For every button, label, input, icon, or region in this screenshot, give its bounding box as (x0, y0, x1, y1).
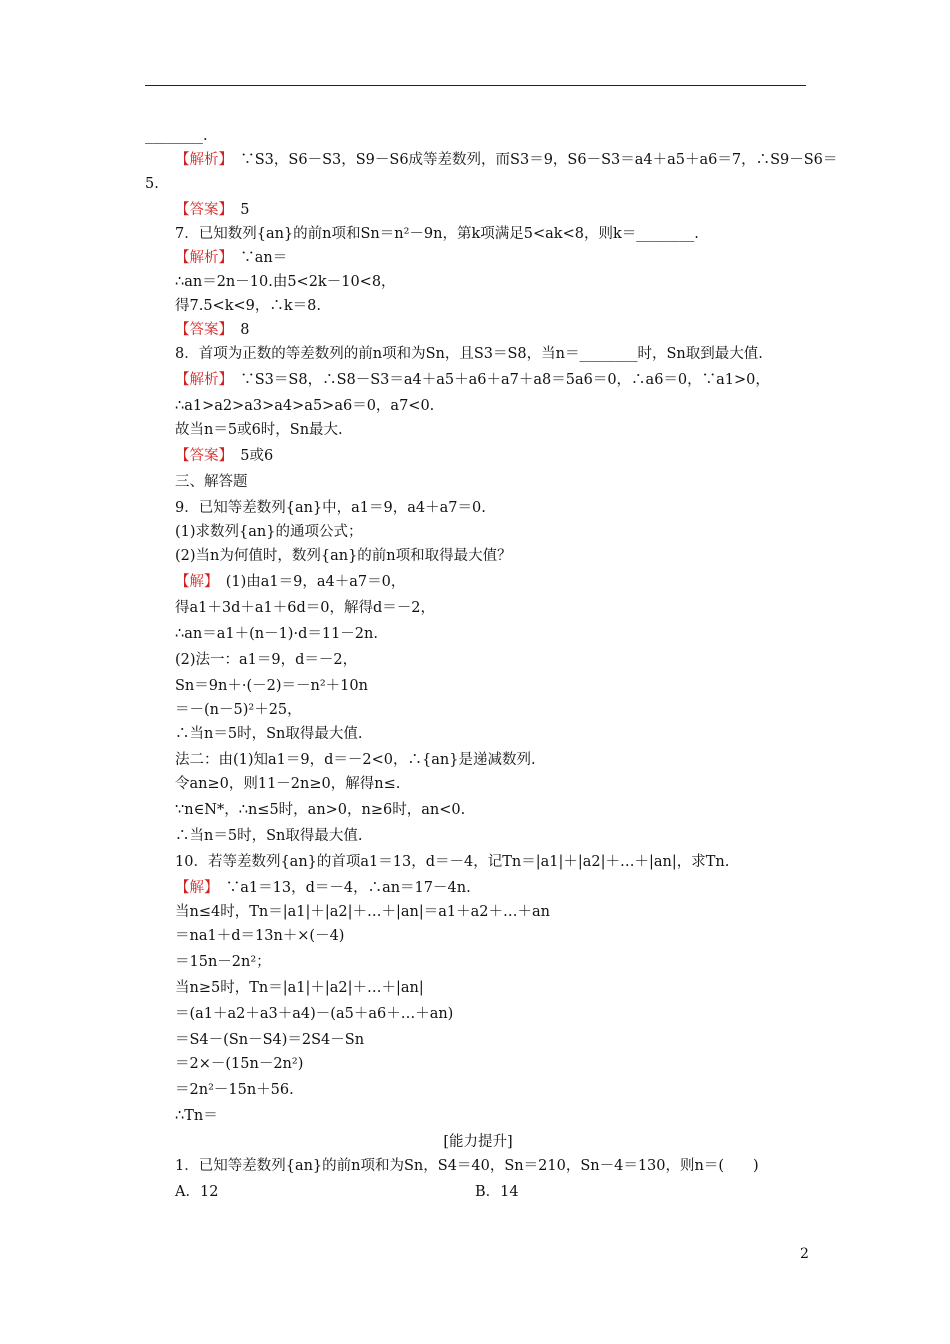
text-line (175, 320, 249, 340)
line-text: 5. (145, 176, 159, 192)
text-line (175, 826, 362, 846)
text-line (175, 1182, 218, 1202)
line-text: ＝2×－(15n－2n²) (175, 1056, 304, 1072)
line-text: 当n≥5时，Tn＝|a1|＋|a2|＋…＋|an| (175, 980, 424, 996)
text-line (175, 296, 321, 316)
line-text: 8 (225, 322, 250, 338)
text-line (175, 1030, 364, 1050)
line-text: ＝S4－(Sn－S4)＝2S4－Sn (175, 1032, 365, 1048)
text-line (175, 472, 248, 492)
text-line (175, 498, 486, 518)
text-line (175, 978, 424, 998)
line-text: (2)法一：a1＝9，d＝－2， (175, 652, 358, 668)
line-text: 得7.5<k<9，∴k＝8. (175, 298, 321, 314)
text-line (175, 224, 699, 244)
line-text: ＝2n²－15n＋56. (175, 1082, 294, 1098)
answer-tag: 【解】 (175, 880, 212, 896)
line-text: 令an≥0，则11－2n≥0，解得n≤. (175, 776, 401, 792)
line-text: (1)由a1＝9，a4＋a7＝0， (211, 574, 406, 590)
text-line (175, 522, 362, 542)
text-line (175, 572, 405, 592)
text-line (175, 852, 729, 872)
line-text: [能力提升] (443, 1134, 513, 1150)
line-text: 法二：由(1)知a1＝9，d＝－2<0，∴{an}是递减数列. (175, 752, 536, 768)
answer-tag: 【解析】 (175, 250, 226, 266)
line-text: ＝(a1＋a2＋a3＋a4)－(a5＋a6＋…＋an) (175, 1006, 454, 1022)
text-line (175, 370, 770, 390)
line-text: 当n≤4时，Tn＝|a1|＋|a2|＋…＋|an|＝a1＋a2＋…＋an (175, 904, 550, 920)
line-text: ∵S3＝S8，∴S8－S3＝a4＋a5＋a6＋a7＋a8＝5a6＝0，∴a6＝0，∵a1>0， (225, 372, 770, 388)
text-line (175, 1054, 303, 1074)
answer-tag: 【解析】 (175, 152, 226, 168)
line-text: 7．已知数列{an}的前n项和Sn＝n²－9n，第k项满足5<ak<8，则k＝________. (175, 226, 699, 242)
line-text: 8．首项为正数的等差数列的前n项和为Sn，且S3＝S8，当n＝________时，Sn取到最大值. (175, 346, 763, 362)
text-line (175, 624, 378, 644)
line-text: ∴a1>a2>a3>a4>a5>a6＝0，a7<0. (175, 398, 435, 414)
line-text: 故当n＝5或6时，Sn最大. (175, 422, 343, 438)
line-text: B．14 (475, 1184, 519, 1200)
line-text: ∴当n＝5时，Sn取得最大值. (175, 726, 363, 742)
line-text: 9．已知等差数列{an}中，a1＝9，a4＋a7＝0. (175, 500, 486, 516)
answer-tag: 【解析】 (175, 372, 226, 388)
line-text: ＝15n－2n²； (175, 954, 271, 970)
line-text: (1)求数列{an}的通项公式； (175, 524, 363, 540)
answer-tag: 【答案】 (175, 448, 226, 464)
line-text: ∴an＝2n－10.由5<2k－10<8， (175, 274, 396, 290)
text-line (175, 420, 343, 440)
line-text: ∵S3，S6－S3，S9－S6成等差数列，而S3＝9，S6－S3＝a4＋a5＋a6＝7，∴S9－S6＝ (225, 152, 838, 168)
text-line (175, 546, 512, 566)
answer-tag: 【答案】 (175, 322, 226, 338)
line-text: ________. (145, 128, 208, 144)
answer-tag: 【答案】 (175, 202, 226, 218)
line-text: 5 (225, 202, 250, 218)
line-text: 5或6 (225, 448, 274, 464)
text-line (145, 174, 159, 194)
text-line (475, 1182, 519, 1202)
text-line (145, 1132, 811, 1152)
text-line (175, 1080, 294, 1100)
text-line (175, 926, 344, 946)
text-line (145, 126, 208, 146)
line-text: ＝－(n－5)²＋25， (175, 702, 302, 718)
line-text: ∴an＝a1＋(n－1)·d＝11－2n. (175, 626, 378, 642)
text-line (175, 724, 362, 744)
line-text: A．12 (175, 1184, 219, 1200)
text-line (175, 1156, 759, 1176)
line-text: 1．已知等差数列{an}的前n项和为Sn，S4＝40，Sn＝210，Sn－4＝130，则n＝( ) (175, 1158, 759, 1174)
text-line (175, 150, 837, 170)
line-text: ∴Tn＝ (175, 1108, 218, 1124)
text-line (175, 1106, 218, 1126)
text-line (175, 800, 465, 820)
text-line (175, 248, 287, 268)
line-text: ＝na1＋d＝13n＋×(－4) (175, 928, 345, 944)
line-text: ∵a1＝13，d＝－4，∴an＝17－4n. (211, 880, 471, 896)
line-text: 10．若等差数列{an}的首项a1＝13，d＝－4，记Tn＝|a1|＋|a2|＋…＋|an|，求Tn. (175, 854, 730, 870)
text-line (175, 676, 368, 696)
text-line (175, 446, 273, 466)
text-line (175, 272, 396, 292)
line-text: ∵n∈N*，∴n≤5时，an>0，n≥6时，an<0. (175, 802, 466, 818)
text-line (175, 200, 249, 220)
line-text: ∵an＝ (225, 250, 288, 266)
text-line (175, 344, 763, 364)
text-line (175, 700, 302, 720)
text-line (175, 774, 400, 794)
text-line (175, 598, 435, 618)
line-text: (2)当n为何值时，数列{an}的前n项和取得最大值？ (175, 548, 512, 564)
answer-tag: 【解】 (175, 574, 212, 590)
text-line (175, 396, 434, 416)
line-text: 三、解答题 (175, 474, 248, 490)
page-number: 2 (800, 1246, 809, 1262)
text-line (175, 902, 550, 922)
line-text: Sn＝9n＋·(－2)＝－n²＋10n (175, 678, 368, 694)
text-line (175, 952, 271, 972)
header-rule (145, 85, 806, 86)
text-line (175, 878, 471, 898)
line-text: 得a1＋3d＋a1＋6d＝0，解得d＝－2， (175, 600, 435, 616)
text-line (175, 750, 536, 770)
text-line (175, 1004, 453, 1024)
text-line (175, 650, 357, 670)
line-text: ∴当n＝5时，Sn取得最大值. (175, 828, 363, 844)
